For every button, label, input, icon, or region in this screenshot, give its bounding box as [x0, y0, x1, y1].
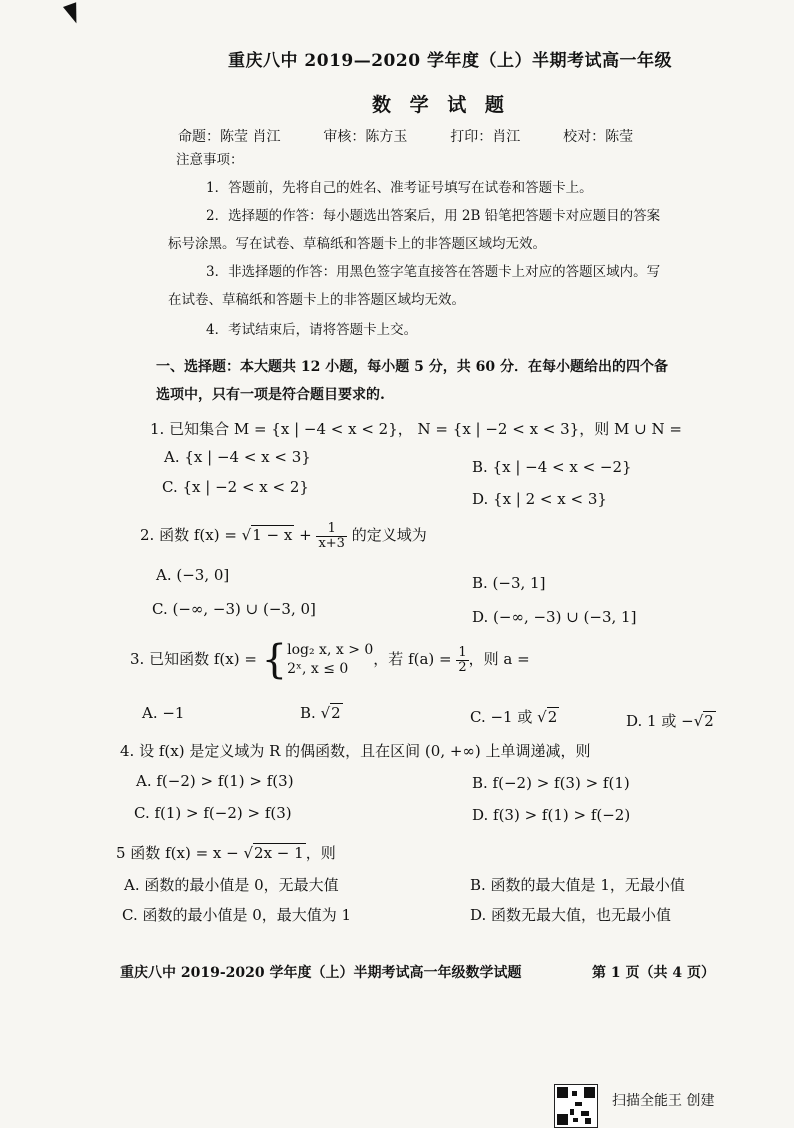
review-label: 审核：: [323, 129, 366, 145]
proof-label: 校对：: [563, 129, 606, 145]
q3-stem: [130, 637, 530, 683]
q3-suffix: ，则 a =: [468, 650, 530, 668]
notice-heading: 注意事项：: [176, 152, 244, 168]
q3-option-d-prefix: D. 1 或 −: [626, 712, 694, 730]
q3-option-c: C. −1 或 √2: [470, 708, 558, 726]
q1-option-c: C. {x | −2 < x < 2}: [162, 478, 309, 496]
q2-option-c: C. (−∞, −3) ∪ (−3, 0]: [152, 600, 316, 618]
q5-stem: [116, 842, 336, 863]
q3-mid: ，若 f(a) =: [373, 650, 457, 668]
q1-option-a: A. {x | −4 < x < 3}: [164, 448, 311, 466]
q2-prefix: 2. 函数 f(x) =: [140, 526, 242, 545]
q2-suffix: 的定义域为: [346, 526, 427, 545]
q4-option-c: C. f(1) > f(−2) > f(3): [134, 804, 292, 822]
section1-line1: 一、选择题：本大题共 12 小题，每小题 5 分，共 60 分．在每小题给出的四个备: [156, 359, 668, 375]
q3-case-1: log₂ x, x > 0: [287, 642, 374, 659]
exam-title: 重庆八中 2019—2020 学年度（上）半期考试高一年级: [228, 51, 672, 71]
q5-sqrt-sign: √: [243, 844, 254, 862]
scan-corner-mark: [63, 2, 83, 26]
print-label: 打印：: [450, 129, 493, 145]
q3-option-b-radicand: 2: [331, 704, 341, 722]
q3-option-d-radicand: 2: [704, 712, 714, 730]
author-value: 陈莹 肖江: [220, 129, 281, 145]
q4-option-a: A. f(−2) > f(1) > f(3): [136, 772, 294, 790]
q5-option-b: B. 函数的最大值是 1，无最小值: [470, 876, 685, 894]
section1-line2: 选项中，只有一项是符合题目要求的.: [156, 387, 385, 403]
notice-item-4: 4．考试结束后，请将答题卡上交。: [206, 322, 418, 338]
q5-option-d: D. 函数无最大值，也无最小值: [470, 906, 672, 924]
review-value: 陈方玉: [365, 129, 408, 145]
q2-sqrt-sign: √: [241, 526, 252, 545]
q5-radicand: 2x − 1: [254, 844, 304, 862]
q2-radicand: 1 − x: [252, 526, 293, 545]
scanner-watermark: 扫描全能王 创建: [612, 1093, 715, 1109]
q5-prefix: 5 函数 f(x) = x −: [116, 844, 244, 862]
q4-stem: 4. 设 f(x) 是定义域为 R 的偶函数，且在区间 (0, +∞) 上单调递减，则: [120, 742, 591, 760]
q3-case-2: 2ˣ, x ≤ 0: [287, 661, 349, 677]
q4-option-d: D. f(3) > f(1) > f(−2): [472, 806, 631, 824]
notice-item-1: 1．答题前，先将自己的姓名、准考证号填写在试卷和答题卡上。: [206, 180, 593, 196]
q3-cases: [287, 641, 373, 679]
exam-meta: [178, 126, 633, 146]
q2-fraction: [316, 522, 347, 550]
q2-option-b: B. (−3, 1]: [472, 574, 546, 592]
q5-option-c: C. 函数的最小值是 0，最大值为 1: [122, 906, 352, 924]
q3-option-c-prefix: C. −1 或: [470, 708, 538, 726]
footer-page-number: 第 1 页（共 4 页）: [592, 965, 715, 981]
q3-fraction-den: 2: [458, 659, 467, 675]
q3-fraction-num: 1: [458, 644, 467, 660]
q2-option-a: A. (−3, 0]: [156, 566, 230, 584]
q2-fraction-num: 1: [316, 522, 347, 537]
print-value: 肖江: [492, 129, 521, 145]
q1-option-b: B. {x | −4 < x < −2}: [472, 458, 632, 476]
exam-subtitle: 数 学 试 题: [372, 94, 510, 116]
q3-fraction: [456, 646, 468, 674]
author-label: 命题：: [178, 129, 220, 145]
notice-item-2: 2．选择题的作答：每小题选出答案后，用 2B 铅笔把答题卡对应题目的答案: [206, 208, 661, 224]
qr-code-icon: [554, 1084, 598, 1128]
q2-fraction-den: x+3: [318, 535, 345, 551]
notice-item-3-cont: 在试卷、草稿纸和答题卡上的非答题区域均无效。: [168, 292, 465, 308]
q3-option-a: A. −1: [142, 704, 185, 722]
q3-option-b: B. √2: [300, 704, 341, 722]
q2-plus: +: [294, 526, 317, 545]
q3-option-c-radicand: 2: [547, 708, 558, 726]
q1-option-d: D. {x | 2 < x < 3}: [472, 490, 607, 508]
q2-stem: [140, 522, 427, 550]
q1-stem: 1. 已知集合 M = {x | −4 < x < 2}， N = {x | −2 < x < 3}，则 M ∪ N =: [150, 420, 682, 438]
q2-option-d: D. (−∞, −3) ∪ (−3, 1]: [472, 608, 637, 626]
q5-suffix: ，则: [305, 844, 336, 862]
notice-item-3: 3．非选择题的作答：用黑色签字笔直接答在答题卡上对应的答题区域内。写: [206, 264, 661, 280]
proof-value: 陈莹: [605, 129, 634, 145]
q3-option-b-prefix: B.: [300, 704, 321, 722]
q3-prefix: 3. 已知函数 f(x) =: [130, 650, 262, 668]
q4-option-b: B. f(−2) > f(3) > f(1): [472, 774, 630, 792]
q3-option-d: D. 1 或 −√2: [626, 712, 714, 730]
notice-item-2-cont: 标号涂黑。写在试卷、草稿纸和答题卡上的非答题区域均无效。: [168, 236, 546, 252]
footer-title: 重庆八中 2019-2020 学年度（上）半期考试高一年级数学试题: [120, 965, 522, 981]
q3-brace: {: [261, 637, 288, 683]
q5-option-a: A. 函数的最小值是 0，无最大值: [124, 876, 339, 894]
